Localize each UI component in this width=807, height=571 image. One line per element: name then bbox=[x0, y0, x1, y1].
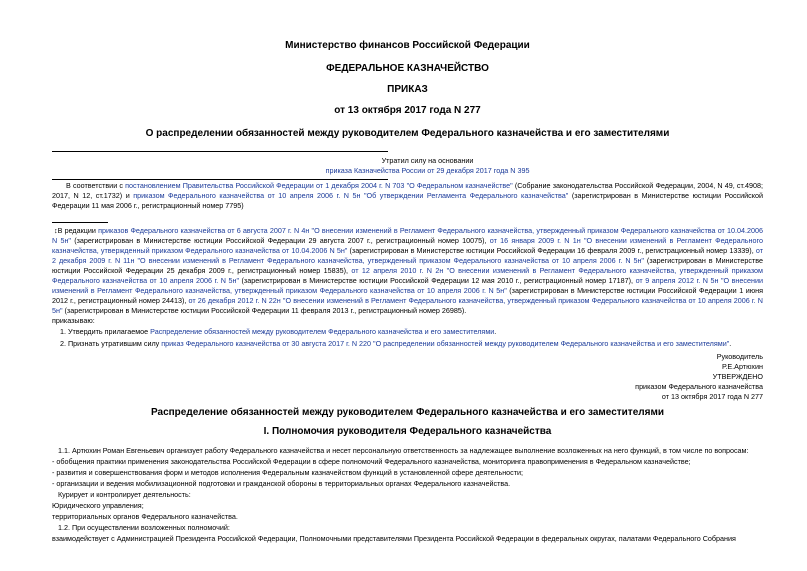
approval-word: УТВЕРЖДЕНО bbox=[712, 372, 763, 381]
preamble: В соответствии с постановлением Правительства Российской Федерации от 1 декабря 2004 г. N 703 "О Федеральном казначействе" (Собрание законодательства Российской Федерации, 2004, N 49, ст.4908; 2017, N 12, ст.1732) и приказом Федерального казначейства от 10 апреля 2006 г. N 5н "Об утверждении Регламента Федерального казначейства" (зарегистрирован в Министерстве юстиции Российской Федерации 11 мая 2006 г., регистрационный номер 7795) bbox=[52, 181, 764, 210]
agency-name: ФЕДЕРАЛЬНОЕ КАЗНАЧЕЙСТВО bbox=[326, 63, 489, 74]
paragraph-interaction: взаимодействует с Администрацией Президента Российской Федерации, Полномочными представителями Президента Российской Федерации в федеральных округах, палатами Федерального Собрания bbox=[52, 534, 736, 543]
section-heading: I. Полномочия руководителя Федерального казначейства bbox=[263, 426, 552, 437]
order-2n-link[interactable]: от 12 апреля 2010 г. N 2н "О внесении изменений в Регламент Федерального казначейства, утвержденный приказом Федерального казначейства от 10 апреля 2006 г. N 5н" bbox=[52, 266, 763, 285]
order-4n-link[interactable]: приказов Федерального казначейства от 6 августа 2007 г. N 4н "О внесении изменений в Регламент Федерального казначейства, утвержденный приказом Федерального казначейства от 10.04.2006 N 5н" bbox=[52, 226, 764, 245]
signature-role: Руководитель bbox=[716, 352, 763, 361]
order-5n-2012-link[interactable]: от 9 апреля 2012 г. N 5н "О внесении изменений в Регламент Федерального казначейства, утвержденный приказом Федерального казначейства от 10 апреля 2006 г. N 5н" bbox=[52, 276, 763, 295]
distribution-link[interactable]: Распределение обязанностей между руководителем Федерального казначейства и его заместителями bbox=[150, 327, 495, 336]
signature-name: Р.Е.Артюхин bbox=[721, 362, 763, 371]
document-title: О распределении обязанностей между руководителем Федерального казначейства и его заместителями bbox=[145, 128, 670, 139]
bullet-1: - обобщения практики применения законодательства Российской Федерации в сфере полномочий Федерального казначейства, мониторинга правоприменения в Федеральном казначействе; bbox=[52, 457, 691, 466]
supervised-unit-2: территориальных органов Федерального казначейства. bbox=[52, 512, 238, 521]
paragraph-1-2: 1.2. При осуществлении возложенных полномочий: bbox=[58, 523, 230, 532]
order-220-link[interactable]: приказ Федерального казначейства от 30 августа 2017 г. N 220 "О распределении обязанностей между руководителем Федерального казначейства и его заместителями" bbox=[161, 339, 730, 348]
order-item-1: 1. Утвердить прилагаемое Распределение обязанностей между руководителем Федерального казначейства и его заместителями. bbox=[60, 327, 497, 336]
order-5n-link[interactable]: приказом Федерального казначейства от 10 апреля 2006 г. N 5н "Об утверждении Регламента Федерального казначейства" bbox=[133, 191, 569, 200]
document-date-number: от 13 октября 2017 года N 277 bbox=[334, 105, 481, 116]
supervised-unit-1: Юридического управления; bbox=[52, 501, 144, 510]
footnote-marker-icon: ↕ bbox=[54, 226, 58, 235]
bullet-3: - организации и ведения мобилизационной подготовки и гражданской обороны в территориальных органах Федерального казначейства. bbox=[52, 479, 511, 488]
document-type: ПРИКАЗ bbox=[387, 84, 428, 95]
supervision-line: Курирует и контролирует деятельность: bbox=[58, 490, 191, 499]
void-note-link[interactable]: приказа Казначейства России от 29 декабря 2017 года N 395 bbox=[325, 166, 530, 175]
order-1n-link[interactable]: от 16 января 2009 г. N 1н "О внесении изменений в Регламент Федерального казначейства, утвержденный приказом Федерального казначейства от 10.04.2006 N 5н" bbox=[52, 236, 763, 255]
order-word: приказываю: bbox=[52, 316, 95, 325]
bullet-2: - развития и совершенствования форм и методов исполнения Федеральным казначейством функций в установленной сфере деятельности; bbox=[52, 468, 524, 477]
order-item-2: 2. Признать утратившим силу приказ Федерального казначейства от 30 августа 2017 г. N 220 "О распределении обязанностей между руководителем Федерального казначейства и его заместителями". bbox=[60, 339, 732, 348]
void-note bbox=[52, 156, 763, 176]
void-note-text: Утратил силу на основании bbox=[381, 156, 474, 165]
decree-703-link[interactable]: постановлением Правительства Российской Федерации от 1 декабря 2004 г. N 703 "О Федеральном казначействе" bbox=[125, 181, 513, 190]
appendix-title: Распределение обязанностей между руководителем Федерального казначейства и его заместителями bbox=[150, 407, 665, 418]
order-22n-link[interactable]: от 26 декабря 2012 г. N 22н "О внесении изменений в Регламент Федерального казначейства, утвержденный приказом Федерального казначейства от 10 апреля 2006 г. N 5н" bbox=[52, 296, 763, 315]
approval-line-2: от 13 октября 2017 года N 277 bbox=[661, 392, 763, 401]
paragraph-1-1: 1.1. Артюхин Роман Евгеньевич организует работу Федерального казначейства и несет персональную ответственность за надлежащее выполнение возложенных на него функций, в том числе по вопросам: bbox=[58, 446, 749, 455]
order-11n-link[interactable]: от 2 декабря 2009 г. N 11н "О внесении изменений в Регламент Федерального казначейства, утвержденный приказом Федерального казначейства от 10 апреля 2006 г. N 5н" bbox=[52, 246, 763, 265]
footnote-text: ↕В редакции приказов Федерального казначейства от 6 августа 2007 г. N 4н "О внесении изменений в Регламент Федерального казначейства, утвержденный приказом Федерального казначейства от 10.04.2006 N 5н" (зарегистрирован в Министерстве юстиции Российской Федерации 29 августа 2007 г., регистрационный номер 10075), от 16 января 2009 г. N 1н "О внесении изменений в Регламент Федерального казначейства, утвержденный приказом Федерального казначейства от 10.04.2006 N 5н" (зарегистрирован в Министерстве юстиции Российской Федерации 16 февраля 2009 г., регистрационный номер 13339), от 2 декабря 2009 г. N 11н "О внесении изменений в Регламент Федерального казначейства, утвержденный приказом Федерального казначейства от 10 апреля 2006 г. N 5н" (зарегистрирован в Министерстве юстиции Российской Федерации 25 декабря 2009 г., регистрационный номер 15835), от 12 апреля 2010 г. N 2н "О внесении изменений в Регламент Федерального казначейства, утвержденный приказом Федерального казначейства от 10 апреля 2006 г. N 5н" (зарегистрирован в Министерстве юстиции Российской Федерации 12 мая 2010 г., регистрационный номер 17187), от 9 апреля 2012 г. N 5н "О внесении изменений в Регламент Федерального казначейства, утвержденный приказом Федерального казначейства от 10 апреля 2006 г. N 5н" (зарегистрирован в Министерстве юстиции Российской Федерации 1 июня 2012 г., регистрационный номер 24413), от 26 декабря 2012 г. N 22н "О внесении изменений в Регламент Федерального казначейства, утвержденный приказом Федерального казначейства от 10 апреля 2006 г. N 5н" (зарегистрирован в Министерстве юстиции Российской Федерации 11 февраля 2013 г., регистрационный номер 26985). bbox=[52, 226, 764, 315]
ministry-name: Министерство финансов Российской Федерации bbox=[285, 40, 530, 51]
appendix-body bbox=[52, 445, 763, 544]
signature-block bbox=[52, 352, 763, 402]
approval-line-1: приказом Федерального казначейства bbox=[635, 382, 763, 391]
